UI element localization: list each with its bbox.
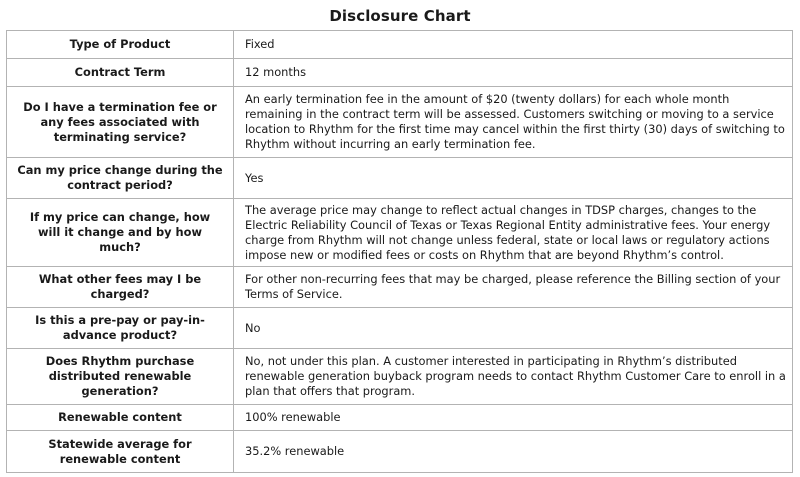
table-row (7, 31, 793, 59)
row-answer: Yes (234, 158, 793, 199)
table-row (7, 349, 793, 405)
table-row (7, 431, 793, 473)
row-question: Contract Term (7, 59, 234, 87)
row-question: Can my price change during the contract period? (7, 158, 234, 199)
table-row (7, 308, 793, 349)
row-question: If my price can change, how will it change and by how much? (7, 199, 234, 267)
row-question: Do I have a termination fee or any fees associated with terminating service? (7, 87, 234, 158)
row-question: Type of Product (7, 31, 234, 59)
page-title: Disclosure Chart (329, 7, 471, 25)
row-answer: Fixed (234, 31, 793, 59)
row-question: Does Rhythm purchase distributed renewable generation? (7, 349, 234, 405)
row-answer: 100% renewable (234, 405, 793, 431)
row-question: Is this a pre-pay or pay-in-advance product? (7, 308, 234, 349)
row-question: Statewide average for renewable content (7, 431, 234, 473)
table-row (7, 59, 793, 87)
row-question: Renewable content (7, 405, 234, 431)
disclosure-table (6, 30, 793, 473)
table-row (7, 405, 793, 431)
table-row (7, 158, 793, 199)
table-row (7, 87, 793, 158)
row-answer: No (234, 308, 793, 349)
table-row (7, 267, 793, 308)
row-answer: For other non-recurring fees that may be charged, please reference the Billing section of your Terms of Service. (234, 267, 793, 308)
row-answer: An early termination fee in the amount of $20 (twenty dollars) for each whole month remaining in the contract term will be assessed. Customers switching or moving to a service location to Rhythm for the first time may cancel within the first thirty (30) days of switching to Rhythm without incurring an early termination fee. (234, 87, 793, 158)
row-answer: No, not under this plan. A customer interested in participating in Rhythm’s distributed renewable generation buyback program needs to contact Rhythm Customer Care to enroll in a plan that offers that program. (234, 349, 793, 405)
table-row (7, 199, 793, 267)
row-answer: 12 months (234, 59, 793, 87)
row-answer: The average price may change to reflect actual changes in TDSP charges, changes to the Electric Reliability Council of Texas or Texas Regional Entity administrative fees. Your energy charge from Rhythm will not change unless federal, state or local laws or regulatory actions impose new or modified fees or costs on Rhythm that are beyond Rhythm’s control. (234, 199, 793, 267)
row-question: What other fees may I be charged? (7, 267, 234, 308)
row-answer: 35.2% renewable (234, 431, 793, 473)
